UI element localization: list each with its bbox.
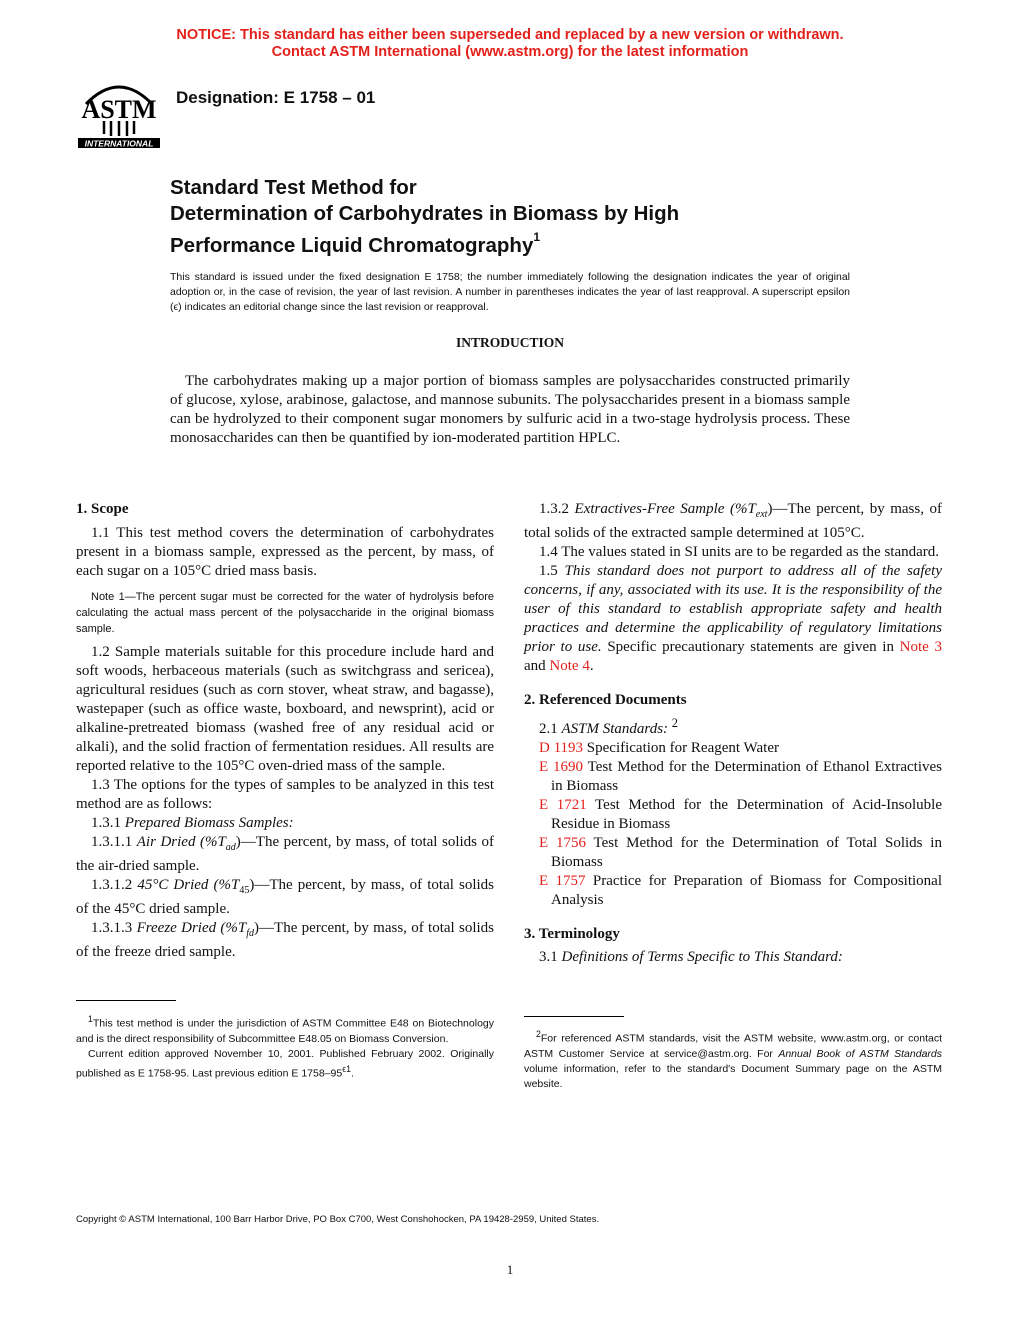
designation: Designation: E 1758 – 01: [176, 88, 376, 107]
withdrawal-notice: [0, 27, 1020, 61]
section-3-heading: 3. Terminology: [524, 926, 620, 942]
logo-letters: ASTM: [81, 95, 157, 124]
astm-logo-mark: [76, 74, 162, 152]
title-line-1: Standard Test Method for: [170, 176, 417, 199]
reference-title: Specification for Reagent Water: [586, 740, 779, 756]
note-4-link[interactable]: Note 4: [549, 658, 590, 674]
footnote-1: $^1$This test method is under the jurisdiction of ASTM Committee E48 on Biotechnology and is the direct responsibility of Subcommittee E48.05 on Biomass Conversion. Current edition approved November 10, 2001. Published February 2002. Originally published as E 1758-95. Last previous edition E $1758-95^{\epsilon 1}$.: [76, 1014, 494, 1079]
right-column: [524, 500, 942, 967]
reference-item: [539, 872, 942, 910]
para-2-1: 2.1 ASTM Standards: $^2$: [539, 716, 679, 737]
reference-code-link[interactable]: E 1721: [539, 797, 587, 813]
note-1: Note 1—The percent sugar must be corrected for the water of hydrolysis before calculating the actual mass percent of the polysaccharide in the original biomass sample.: [76, 591, 494, 635]
reference-title: Practice for Preparation of Biomass for Compositional Analysis: [551, 873, 943, 908]
page-number: 1: [506, 1262, 514, 1277]
section-1-heading: 1. Scope: [76, 501, 129, 517]
reference-item: [539, 739, 942, 758]
issue-note: This standard is issued under the fixed designation E 1758; the number immediately following the designation indicates the year of original adoption or, in the case of revision, the year of last revision. A number in parentheses indicates the year of last reapproval. A superscript epsilon (ϵ) indicates an editorial change since the last revision or reapproval.: [170, 271, 850, 313]
para-1-1: 1.1 This test method covers the determination of carbohydrates present in a biomass sample, expressed as the percent, by mass, of each sugar on a 105°C dried mass basis.: [76, 525, 494, 579]
para-1-3-2: 1.3.2 Extractives-Free Sample $(\%T_{ext})—The$ percent, by mass, of total solids of the extracted sample determined at 105°C.: [524, 501, 942, 541]
para-1-3-1-3: 1.3.1.3 Freeze Dried $(\%T_{fd})—The$ percent, by mass, of total solids of the freeze dried sample.: [76, 920, 494, 960]
reference-code-link[interactable]: D 1193: [539, 740, 584, 756]
reference-title: Test Method for the Determination of Ethanol Extractives in Biomass: [551, 759, 943, 794]
notice-line-2: Contact ASTM International (www.astm.org) for the latest information: [271, 44, 749, 60]
para-1-3-1-2: 1.3.1.2 45°C Dried $(\%T_{45})—The$ percent, by mass, of total solids of the 45°C dried sample.: [76, 877, 494, 917]
left-column: [76, 500, 494, 962]
copyright: Copyright © ASTM International, 100 Barr Harbor Drive, PO Box C700, West Conshohocken, PA 19428-2959, United States.: [76, 1214, 600, 1225]
introduction-body: The carbohydrates making up a major portion of biomass samples are polysaccharides constructed primarily of glucose, xylose, arabinose, galactose, and mannose subunits. The polysaccharides present in a biomass sample can be hydrolyzed to their component sugar monomers by sulfuric acid in a two-stage hydrolysis process. These monosaccharides can then be quantified by ion-moderated partition HPLC.: [170, 373, 850, 446]
referenced-documents-list: [524, 739, 942, 910]
note-3-link[interactable]: Note 3: [899, 639, 942, 655]
para-1-3-1: 1.3.1 Prepared Biomass Samples:: [91, 815, 294, 831]
para-1-3-1-1: 1.3.1.1 Air Dried $(\%T_{ad})—The$ percent, by mass, of total solids of the air-dried sample.: [76, 834, 494, 874]
introduction-heading: INTRODUCTION: [455, 335, 564, 350]
footnote-2: $^2$For referenced ASTM standards, visit the ASTM website, www.astm.org, or contact ASTM Customer Service at service@astm.org. For Annual Book of ASTM Standards volume information, refer to the standard's Document Summary page on the ASTM website.: [524, 1029, 943, 1090]
logo-word: INTERNATIONAL: [84, 138, 154, 149]
reference-item: [539, 834, 942, 872]
title-line-3: Performance Liquid Chromatography$^1$: [170, 230, 541, 257]
astm-logo: [76, 74, 162, 152]
reference-title: Test Method for the Determination of Acid-Insoluble Residue in Biomass: [551, 797, 942, 832]
section-2-heading: 2. Referenced Documents: [524, 692, 687, 708]
reference-code-link[interactable]: E 1757: [539, 873, 586, 889]
footnote-rule-right: [524, 1016, 624, 1017]
reference-item: [539, 796, 942, 834]
para-1-4: 1.4 The values stated in SI units are to be regarded as the standard.: [539, 544, 940, 560]
para-1-3: 1.3 The options for the types of samples to be analyzed in this test method are as follows:: [76, 777, 494, 812]
title-footnote-mark: 1: [533, 230, 541, 244]
para-3-1: 3.1 Definitions of Terms Specific to This Standard:: [539, 949, 843, 965]
reference-item: [539, 758, 942, 796]
notice-line-1: NOTICE: This standard has either been superseded and replaced by a new version or withdrawn.: [176, 27, 844, 43]
title-line-2: Determination of Carbohydrates in Biomass by High: [170, 202, 680, 225]
footnote-rule-left: [76, 1000, 176, 1001]
reference-code-link[interactable]: E 1756: [539, 835, 586, 851]
document-title: [170, 175, 679, 259]
para-1-5: 1.5 This standard does not purport to address all of the safety concerns, if any, associated with its use. It is the responsibility of the user of this standard to establish appropriate safety and health practices and determine the applicability of regulatory limitations prior to use. Specific precautionary statements are given in Note 3 and Note 4.: [524, 563, 943, 674]
reference-title: Test Method for the Determination of Total Solids in Biomass: [551, 835, 942, 870]
reference-code-link[interactable]: E 1690: [539, 759, 584, 775]
para-1-2: 1.2 Sample materials suitable for this procedure include hard and soft woods, herbaceous materials (such as switchgrass and sericea), agricultural residues (such as corn stover, wheat straw, and bagasse), wastepaper (such as office waste, boxboard, and newsprint), acid or alkaline-pretreated biomass (washed free of any residual acid or alkali), and the solid fraction of fermentation residues. All results are reported relative to the 105°C oven-dried mass of the sample.: [76, 644, 494, 774]
